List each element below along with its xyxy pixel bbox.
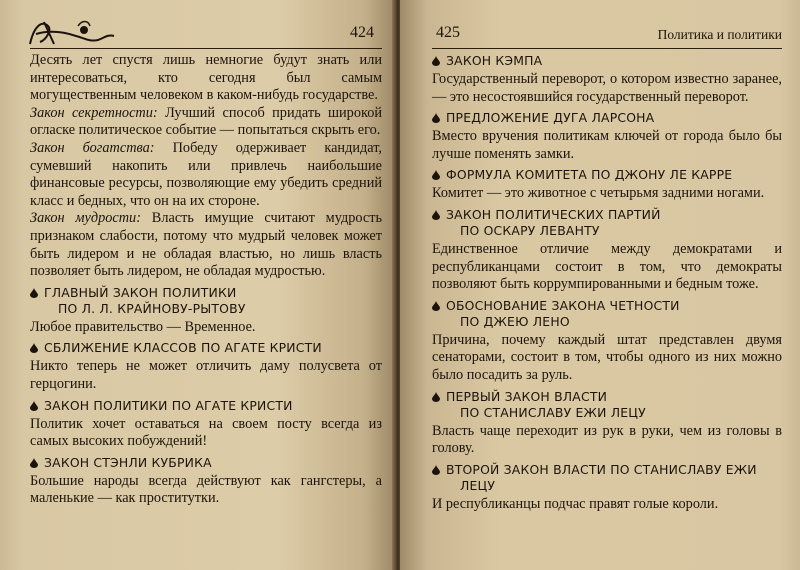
left-page-header [30, 22, 382, 49]
entry-heading [432, 389, 782, 421]
drop-bullet-icon [432, 392, 440, 402]
entry-title-line2: ПО СТАНИСЛАВУ ЕЖИ ЛЕЦУ [460, 404, 646, 420]
drop-bullet-icon [432, 210, 440, 220]
entry-title-line2: ПО ОСКАРУ ЛЕВАНТУ [460, 222, 600, 238]
entry-title: ОБОСНОВАНИЕ ЗАКОНА ЧЕТНОСТИ [446, 297, 680, 313]
entry-text: Власть чаще переходит из рук в руки, чем из головы в голову. [432, 422, 782, 457]
page-number: 424 [350, 24, 374, 41]
paragraph [30, 52, 382, 105]
entry-heading [432, 207, 782, 239]
entry-heading [432, 53, 782, 69]
law-label: Закон мудрости: [30, 210, 141, 227]
entry-title: СБЛИЖЕНИЕ КЛАССОВ ПО АГАТЕ КРИСТИ [44, 340, 322, 356]
drop-bullet-icon [30, 458, 38, 468]
running-head: Политика и политики [657, 27, 782, 42]
entry-text: Единственное отличие между демократами и республиканцами состоит в том, что демократы позволяют быть коррумпированными и бедным тоже. [432, 240, 782, 293]
law-text: Десять лет спустя лишь немногие будут знать или интересоваться, кто сегодня был самым могущественным человеком в каком-нибудь государстве. [30, 52, 382, 104]
entry-title: ПРЕДЛОЖЕНИЕ ДУГА ЛАРСОНА [446, 110, 655, 126]
law-label: Закон богатства: [30, 139, 155, 156]
left-page [0, 0, 396, 570]
entry-title-line2: ЛЕЦУ [460, 477, 496, 493]
right-page-header [432, 22, 782, 49]
entry-title: ЗАКОН КЭМПА [446, 53, 543, 68]
entry-heading [30, 455, 382, 471]
entry-title: ФОРМУЛА КОМИТЕТА ПО ДЖОНУ ЛЕ КАРРЕ [446, 167, 733, 183]
entry-title: ЗАКОН СТЭНЛИ КУБРИКА [44, 454, 212, 470]
entry-title: ЗАКОН ПОЛИТИКИ ПО АГАТЕ КРИСТИ [44, 397, 293, 413]
right-page [400, 0, 800, 570]
law-text: Власть имущие считают мудрость признаком слабости, потому что мудрый человек может быть лидером и не обладая властью, но лишь власть позволяет быть лидером, не обладая мудростью. [30, 210, 382, 280]
entry-heading [432, 167, 782, 183]
law-text: Лучший способ придать широкой огласке политическое событие — попытаться скрыть его. [30, 104, 382, 139]
entry-text: Причина, почему каждый штат представлен двумя сенаторами, состоит в том, чтобы одного из них можно было посадить за руль. [432, 331, 782, 383]
law-text: Победу одерживает кандидат, сумевший накопить или привлечь наибольшие финансовые ресурсы, позволяющие ему убедить средний класс и бедных, что он на их стороне. [30, 139, 382, 209]
drop-bullet-icon [432, 465, 440, 475]
entry-text: Политик хочет оставаться на своем посту всегда из самых высоких побуждений! [30, 415, 382, 450]
entry-heading [30, 285, 382, 317]
law-label: Закон секретности: [30, 104, 158, 121]
page-number: 425 [436, 24, 460, 41]
entry-title-line2: ПО Л. Л. КРАЙНОВУ-РЫТОВУ [58, 300, 246, 316]
paragraph [30, 105, 382, 140]
entry-text: И республиканцы подчас правят голые короли. [432, 495, 719, 512]
paragraph [30, 210, 382, 280]
entry-text: Никто теперь не может отличить даму полусвета от герцогини. [30, 358, 382, 392]
drop-bullet-icon [30, 288, 38, 298]
entry-text: Любое правительство — Временное. [30, 318, 256, 335]
entry-title: ГЛАВНЫЙ ЗАКОН ПОЛИТИКИ [44, 284, 237, 300]
entry-text: Государственный переворот, о котором известно заранее,— это несостоявшийся государственный переворот. [432, 71, 782, 105]
drop-bullet-icon [30, 401, 38, 411]
entry-text: Большие народы всегда действуют как гангстеры, а маленькие — как проститутки. [30, 472, 382, 507]
drop-bullet-icon [432, 170, 440, 180]
publisher-ornament-icon [24, 16, 120, 50]
entry-heading [432, 298, 782, 330]
entry-heading [432, 110, 782, 126]
entry-title: ВТОРОЙ ЗАКОН ВЛАСТИ ПО СТАНИСЛАВУ ЕЖИ [446, 461, 757, 477]
entry-heading [30, 340, 382, 356]
entry-heading [30, 398, 382, 414]
entry-title-line2: ПО ДЖЕЮ ЛЕНО [460, 313, 570, 329]
entry-text: Вместо вручения политикам ключей от города было бы лучше поменять замки. [432, 128, 782, 162]
entry-title: ПЕРВЫЙ ЗАКОН ВЛАСТИ [446, 388, 608, 404]
entry-text: Комитет — это животное с четырьмя задними ногами. [432, 185, 765, 202]
drop-bullet-icon [30, 343, 38, 353]
entry-title: ЗАКОН ПОЛИТИЧЕСКИХ ПАРТИЙ [446, 206, 661, 222]
paragraph [30, 140, 382, 210]
entry-heading [432, 462, 782, 494]
drop-bullet-icon [432, 113, 440, 123]
drop-bullet-icon [432, 56, 440, 66]
drop-bullet-icon [432, 301, 440, 311]
